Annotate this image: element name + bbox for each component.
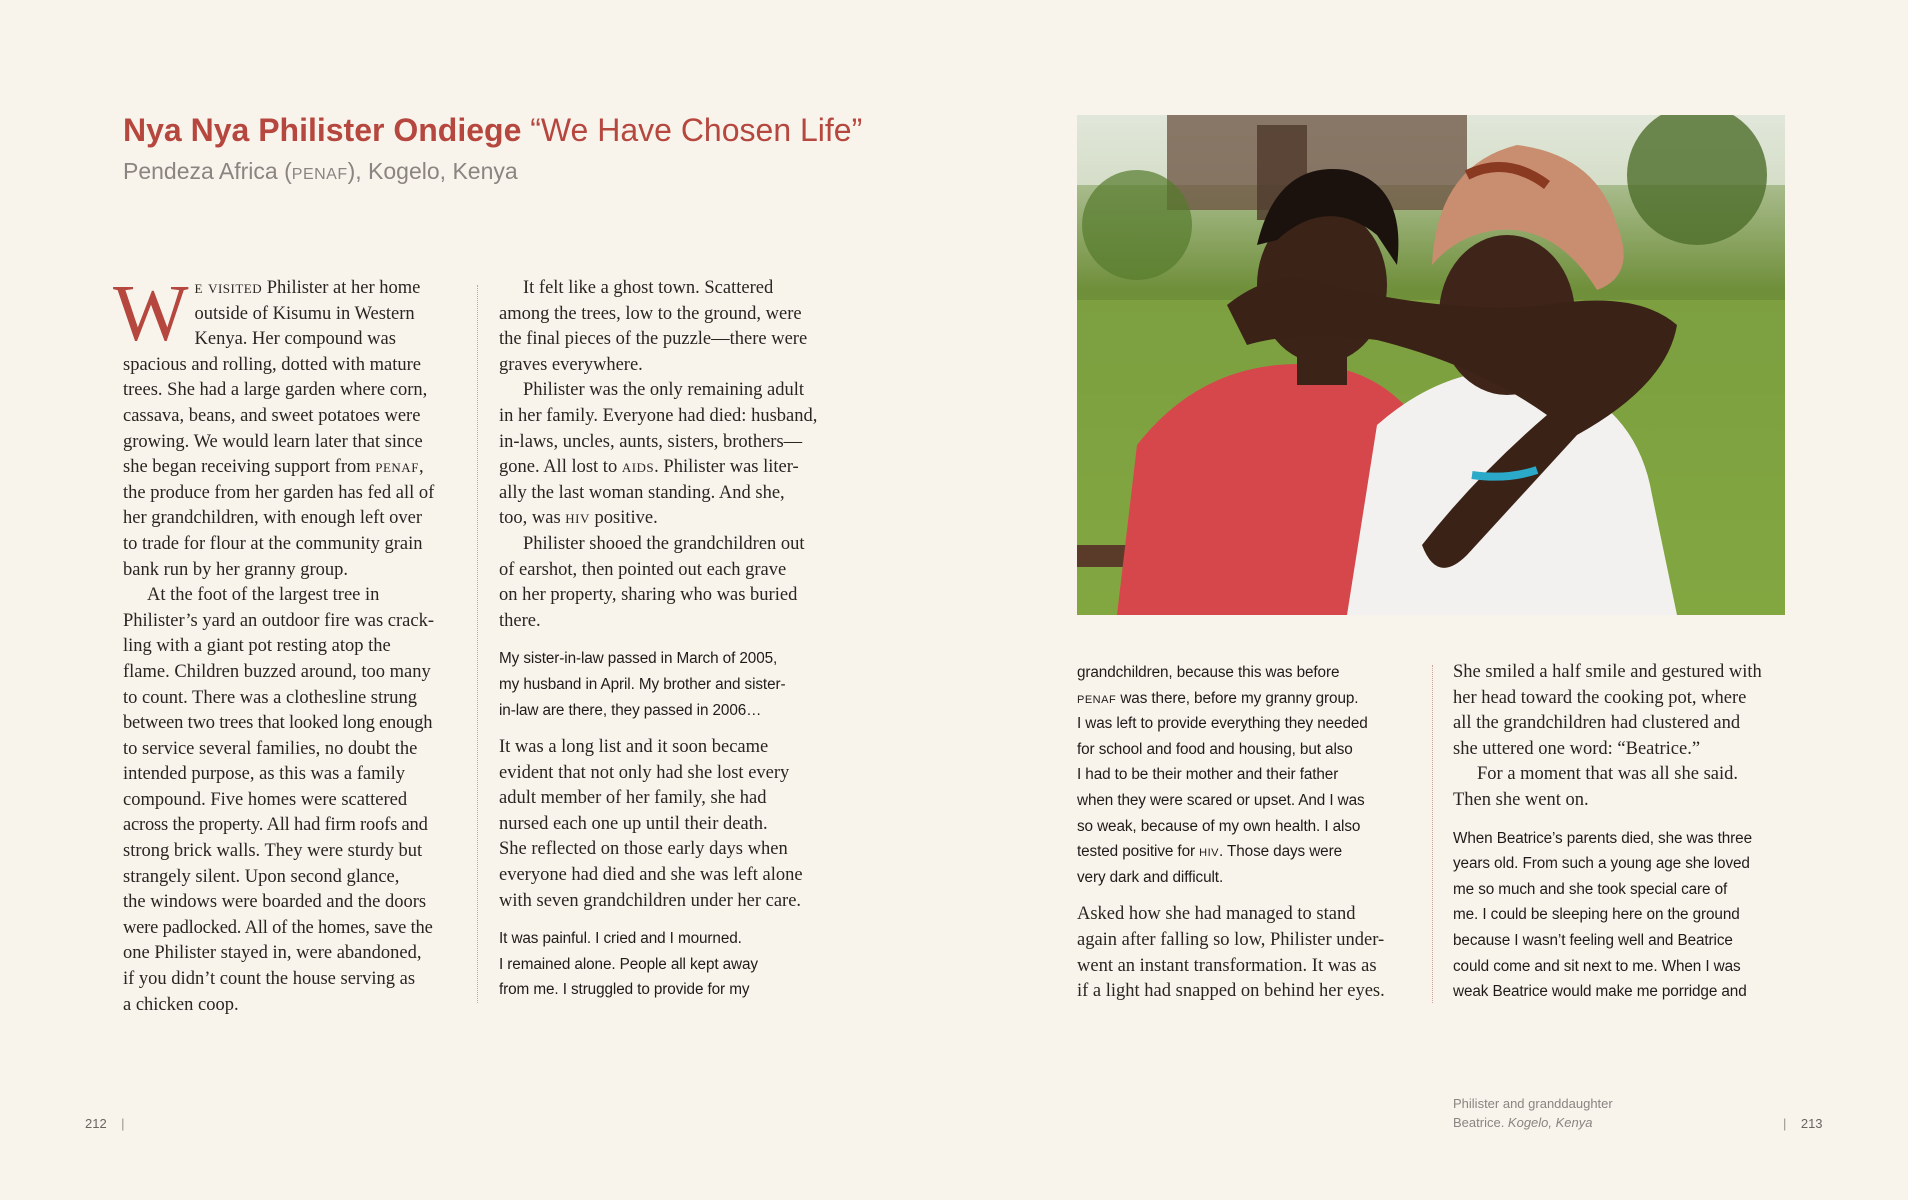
text-line: graves everywhere. xyxy=(499,354,643,375)
title-quote: “We Have Chosen Life” xyxy=(530,112,863,148)
block-quote xyxy=(499,646,844,723)
text-line: Asked how she had managed to stand xyxy=(1077,904,1356,925)
paragraph xyxy=(113,270,463,583)
text-line: from me. I struggled to provide for my xyxy=(499,981,750,999)
text-line: was there, before my granny group. xyxy=(1116,689,1359,707)
text-line: if a light had snapped on behind her eyes. xyxy=(1077,981,1385,1002)
text-line: trees. She had a large garden where corn, xyxy=(123,380,428,401)
article-title xyxy=(123,108,883,152)
text-line: nursed each one up until their death. xyxy=(499,813,768,834)
text-line: compound. Five homes were scattered xyxy=(123,789,408,810)
article-subtitle xyxy=(123,158,883,185)
text-line: to count. There was a clothesline strung xyxy=(123,687,418,708)
text-column-3 xyxy=(1077,660,1422,1005)
text-line: Kenya. Her compound was xyxy=(194,329,396,350)
text-line: one Philister stayed in, were abandoned, xyxy=(123,943,422,964)
acronym: aids xyxy=(621,457,655,478)
paragraph xyxy=(499,532,844,634)
paragraph xyxy=(1077,902,1422,1004)
text-line: she uttered one word: “Beatrice.” xyxy=(1453,738,1701,759)
acronym: hiv xyxy=(1199,843,1219,861)
text-line: grandchildren, because this was before xyxy=(1077,664,1340,681)
block-quote xyxy=(1077,660,1422,890)
text-line: my husband in April. My brother and sister- xyxy=(499,675,786,693)
text-line: so weak, because of my own health. I also xyxy=(1077,817,1361,835)
text-line: a chicken coop. xyxy=(123,994,239,1015)
text-line: ally the last woman standing. And she, xyxy=(499,482,785,503)
text-line: again after falling so low, Philister under- xyxy=(1077,929,1385,950)
text-line: outside of Kisumu in Western xyxy=(194,303,415,324)
text-line: My sister-in-law passed in March of 2005, xyxy=(499,650,778,668)
text-line: I remained alone. People all kept away xyxy=(499,955,758,973)
text-line: gone. All lost to xyxy=(499,457,622,478)
caption-location: Kogelo, Kenya xyxy=(1507,1115,1593,1130)
text-line: for school and food and housing, but also xyxy=(1077,740,1353,758)
subtitle-acronym: penaf xyxy=(291,158,348,184)
text-line: flame. Children buzzed around, too many xyxy=(123,661,431,682)
text-line: across the property. All had firm roofs and xyxy=(123,815,428,836)
text-line: there. xyxy=(499,610,541,631)
caption-line: Beatrice. xyxy=(1453,1115,1508,1130)
text-line: weak Beatrice would make me porridge and xyxy=(1453,983,1747,1001)
text-line: Philister shooed the grandchildren out xyxy=(523,533,805,554)
text-line: adult member of her family, she had xyxy=(499,788,767,809)
page-number-right xyxy=(1783,1116,1823,1131)
text-line: spacious and rolling, dotted with mature xyxy=(123,354,421,375)
text-line: everyone had died and she was left alone xyxy=(499,865,803,886)
text-line: me. I could be sleeping here on the ground xyxy=(1453,906,1740,924)
text-line: with seven grandchildren under her care. xyxy=(499,890,802,911)
page-number-left xyxy=(85,1116,125,1131)
paragraph xyxy=(1453,762,1798,813)
text-line: were padlocked. All of the homes, save the xyxy=(123,917,433,938)
text-line: the windows were boarded and the doors xyxy=(123,892,427,913)
subtitle-text: ), Kogelo, Kenya xyxy=(347,158,518,184)
text-line: if you didn’t count the house serving as xyxy=(123,969,416,990)
text-line: growing. We would learn later that since xyxy=(123,431,423,452)
text-line: . Philister was liter- xyxy=(654,457,799,478)
text-line: because I wasn’t feeling well and Beatrice xyxy=(1453,931,1733,949)
text-line: Philister’s yard an outdoor fire was crack- xyxy=(123,610,434,631)
paragraph xyxy=(123,583,463,1018)
folio-separator: | xyxy=(1783,1116,1787,1131)
paragraph xyxy=(1453,660,1798,762)
text-line: in-laws, uncles, aunts, sisters, brothers— xyxy=(499,431,803,452)
text-line: very dark and difficult. xyxy=(1077,868,1224,886)
text-line: on her property, sharing who was buried xyxy=(499,585,798,606)
photo-illustration xyxy=(1077,115,1785,615)
text-line: Then she went on. xyxy=(1453,789,1589,810)
portrait-photo xyxy=(1077,115,1785,615)
block-quote xyxy=(499,926,844,1003)
text-column-2 xyxy=(499,276,844,1003)
text-line: It was painful. I cried and I mourned. xyxy=(499,930,742,948)
text-line: of earshot, then pointed out each grave xyxy=(499,559,787,580)
text-line: Philister was the only remaining adult xyxy=(523,380,805,401)
text-line: strong brick walls. They were sturdy but xyxy=(123,841,423,862)
text-line: she began receiving support from xyxy=(123,457,376,478)
text-line: the produce from her garden has fed all of xyxy=(123,482,435,503)
text-line: She reflected on those early days when xyxy=(499,839,788,860)
column-divider xyxy=(477,285,478,1003)
text-line: evident that not only had she lost every xyxy=(499,762,790,783)
drop-cap: W xyxy=(113,270,189,358)
paragraph xyxy=(499,276,844,378)
text-line: . Those days were xyxy=(1218,843,1342,861)
caption-line: Philister and granddaughter xyxy=(1453,1096,1613,1111)
text-line: For a moment that was all she said. xyxy=(1477,764,1739,785)
text-line: went an instant transformation. It was as xyxy=(1077,955,1377,976)
text-line: strangely silent. Upon second glance, xyxy=(123,866,400,887)
text-line: all the grandchildren had clustered and xyxy=(1453,713,1741,734)
block-quote xyxy=(1453,826,1798,1005)
text-line: I was left to provide everything they needed xyxy=(1077,715,1368,733)
text-line: when they were scared or upset. And I was xyxy=(1077,791,1365,809)
text-line: me so much and she took special care of xyxy=(1453,880,1728,898)
text-line: tested positive for xyxy=(1077,843,1200,861)
page-number: 212 xyxy=(85,1116,107,1131)
subtitle-text: Pendeza Africa ( xyxy=(123,158,292,184)
text-line: to trade for flour at the community grain xyxy=(123,533,423,554)
text-line: At the foot of the largest tree in xyxy=(147,585,380,606)
photo-caption xyxy=(1453,1094,1613,1132)
text-line: It was a long list and it soon became xyxy=(499,737,769,758)
acronym: penaf xyxy=(375,457,419,478)
page-number: 213 xyxy=(1800,1116,1823,1131)
text-line: I had to be their mother and their father xyxy=(1077,766,1339,784)
paragraph xyxy=(499,378,844,532)
text-line: Philister at her home xyxy=(262,278,421,298)
text-line: to service several families, no doubt the xyxy=(123,738,418,759)
text-line: intended purpose, as this was a family xyxy=(123,764,406,785)
text-line: her grandchildren, with enough left over xyxy=(123,508,422,529)
text-line: among the trees, low to the ground, were xyxy=(499,303,802,324)
text-line: too, was xyxy=(499,508,566,529)
opening-words: e visited xyxy=(194,278,263,298)
text-line: the final pieces of the puzzle—there were xyxy=(499,329,808,350)
text-line: between two trees that looked long enough xyxy=(123,713,433,734)
acronym: penaf xyxy=(1077,689,1117,707)
column-divider xyxy=(1432,665,1433,1003)
text-line: , xyxy=(418,457,424,478)
text-line: ling with a giant pot resting atop the xyxy=(123,636,391,657)
text-line: cassava, beans, and sweet potatoes were xyxy=(123,405,421,426)
text-line: could come and sit next to me. When I was xyxy=(1453,957,1741,975)
text-column-4 xyxy=(1453,660,1798,1005)
text-column-1 xyxy=(113,270,463,1018)
text-line: in her family. Everyone had died: husband, xyxy=(499,405,818,426)
paragraph xyxy=(499,735,844,914)
folio-separator: | xyxy=(121,1116,125,1131)
article-header xyxy=(123,108,883,185)
acronym: hiv xyxy=(565,508,590,529)
text-line: It felt like a ghost town. Scattered xyxy=(523,278,774,298)
title-name: Nya Nya Philister Ondiege xyxy=(123,112,522,148)
text-line: bank run by her granny group. xyxy=(123,559,349,580)
text-line: She smiled a half smile and gestured with xyxy=(1453,662,1762,682)
text-line: years old. From such a young age she loved xyxy=(1453,855,1750,873)
text-line: When Beatrice’s parents died, she was three xyxy=(1453,829,1752,847)
text-line: her head toward the cooking pot, where xyxy=(1453,687,1747,708)
text-line: in-law are there, they passed in 2006… xyxy=(499,701,762,719)
text-line: positive. xyxy=(589,508,658,529)
